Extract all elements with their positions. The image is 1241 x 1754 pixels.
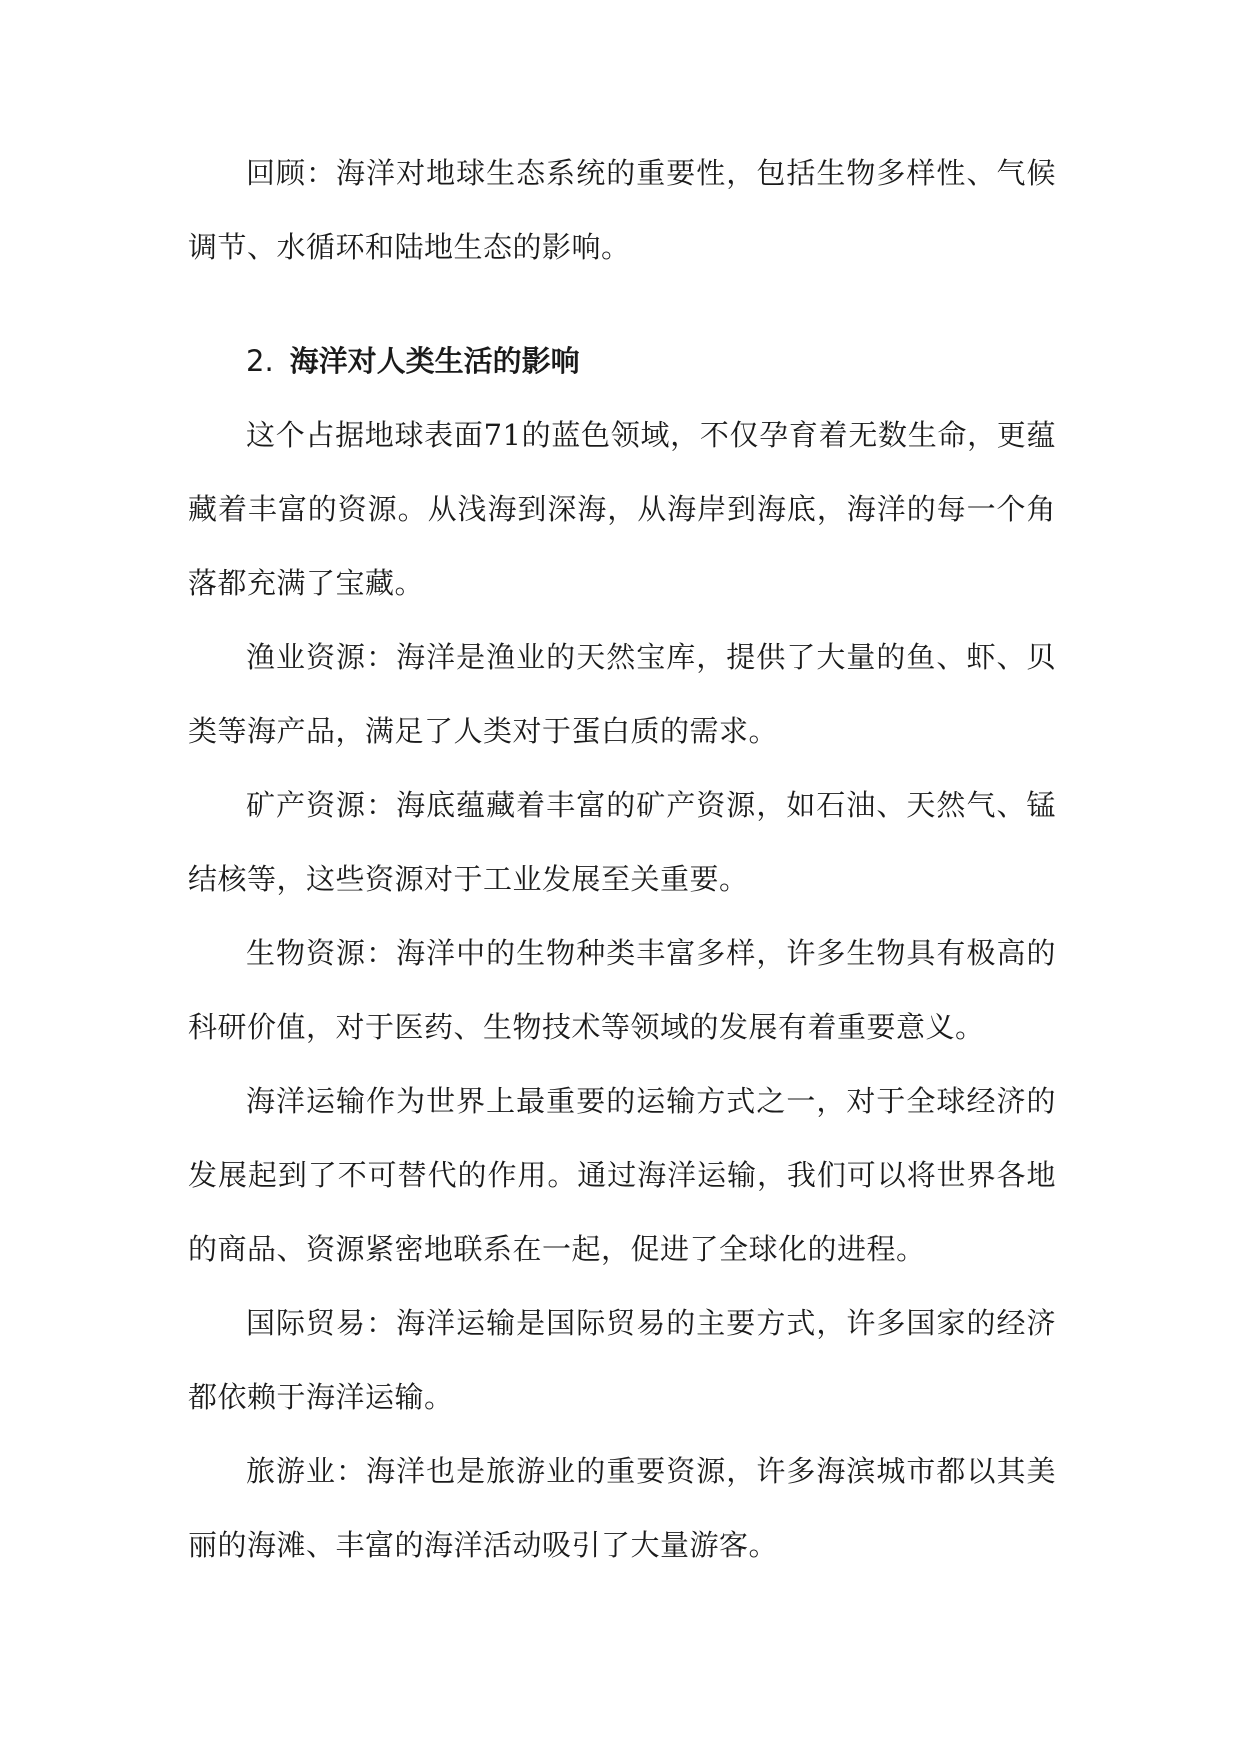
paragraph-transport: 海洋运输作为世界上最重要的运输方式之一，对于全球经济的发展起到了不可替代的作用。通过海洋运输，我们可以将世界各地的商品、资源紧密地联系在一起，促进了全球化的进程。 [188,1084,1056,1266]
paragraph-review: 回顾：海洋对地球生态系统的重要性，包括生物多样性、气候调节、水循环和陆地生态的影响。 [188,156,1056,264]
document-body [188,136,1056,1582]
section-number: 2. [246,344,274,378]
paragraph-tourism: 旅游业：海洋也是旅游业的重要资源，许多海滨城市都以其美丽的海滩、丰富的海洋活动吸引了大量游客。 [188,1454,1056,1562]
paragraph-minerals: 矿产资源：海底蕴藏着丰富的矿产资源，如石油、天然气、锰结核等，这些资源对于工业发展至关重要。 [188,788,1056,896]
paragraph-fishery: 渔业资源：海洋是渔业的天然宝库，提供了大量的鱼、虾、贝类等海产品，满足了人类对于蛋白质的需求。 [188,640,1056,748]
section-title: 海洋对人类生活的影响 [289,344,580,378]
paragraph-intro: 这个占据地球表面71的蓝色领域，不仅孕育着无数生命，更蕴藏着丰富的资源。从浅海到深海，从海岸到海底，海洋的每一个角落都充满了宝藏。 [188,418,1056,600]
paragraph-biological: 生物资源：海洋中的生物种类丰富多样，许多生物具有极高的科研价值，对于医药、生物技术等领域的发展有着重要意义。 [188,936,1056,1044]
section-heading [188,324,1056,398]
paragraph-trade: 国际贸易：海洋运输是国际贸易的主要方式，许多国家的经济都依赖于海洋运输。 [188,1306,1056,1414]
